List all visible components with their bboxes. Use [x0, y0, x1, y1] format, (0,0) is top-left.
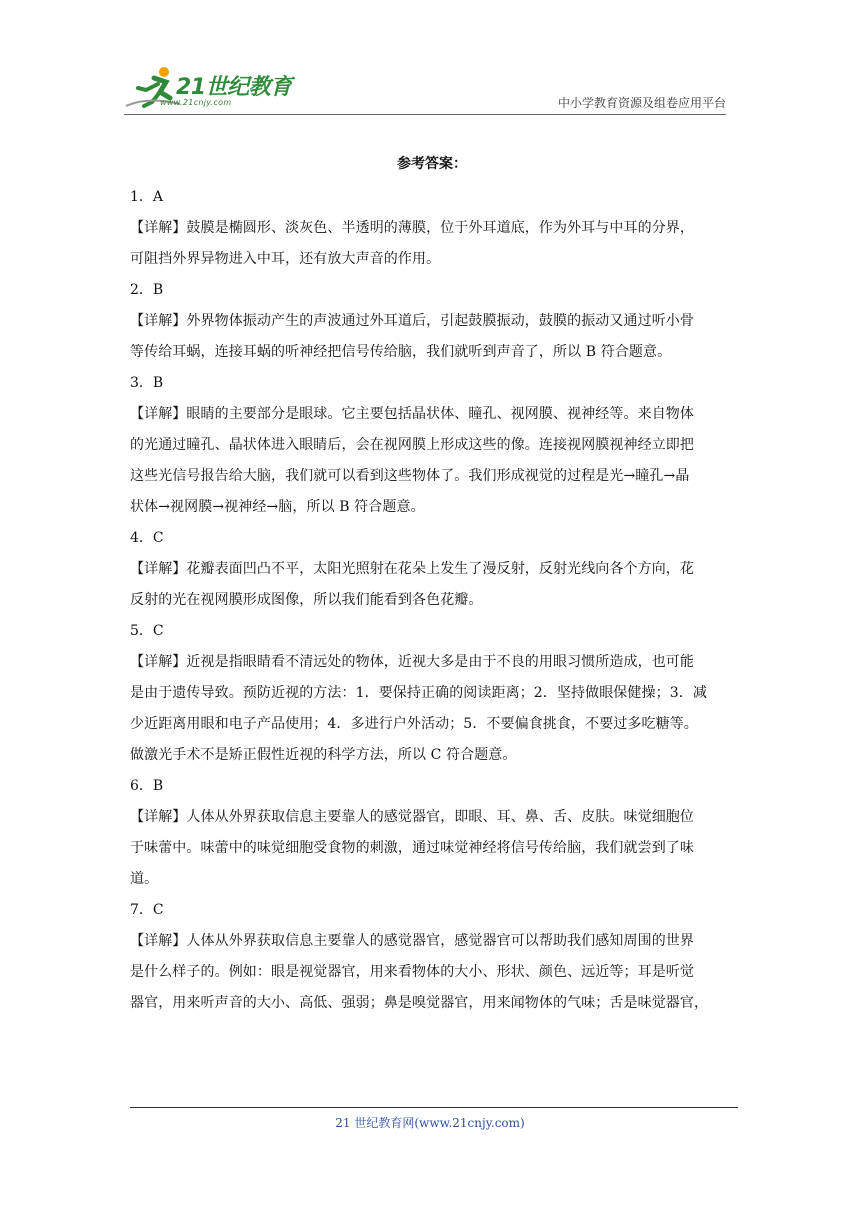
explanation-line: 【详解】花瓣表面凹凸不平，太阳光照射在花朵上发生了漫反射，反射光线向各个方向，花	[130, 561, 694, 577]
explanation-line: 器官，用来听声音的大小、高低、强弱；鼻是嗅觉器官，用来闻物体的气味；舌是味觉器官，	[130, 995, 709, 1011]
answer-item	[130, 771, 734, 895]
explanation-line: 反射的光在视网膜形成图像，所以我们能看到各色花瓣。	[130, 592, 483, 608]
footer-source: 21 世纪教育网(www.21cnjy.com)	[335, 1116, 525, 1130]
answer-label: 7．C	[130, 902, 164, 918]
explanation-line: 做激光手术不是矫正假性近视的科学方法，所以 C 符合题意。	[130, 747, 517, 763]
explanation-line: 【详解】眼睛的主要部分是眼球。它主要包括晶状体、瞳孔、视网膜、视神经等。来自物体	[130, 406, 694, 422]
explanation-line: 是什么样子的。例如：眼是视觉器官，用来看物体的大小、形状、颜色、远近等；耳是听觉	[130, 964, 694, 980]
explanation-line: 这些光信号报告给大脑，我们就可以看到这些物体了。我们形成视觉的过程是光→瞳孔→晶	[130, 468, 690, 484]
explanation-line: 状体→视网膜→视神经→脑，所以 B 符合题意。	[130, 499, 425, 515]
answer-item	[130, 523, 734, 616]
logo-text: 21世纪教育	[176, 75, 292, 100]
explanation-line: 【详解】人体从外界获取信息主要靠人的感觉器官，感觉器官可以帮助我们感知周围的世界	[130, 933, 694, 949]
page-header	[124, 62, 726, 116]
explanation-line: 是由于遗传导致。预防近视的方法：1．要保持正确的阅读距离；2．坚持做眼保健操；3．减	[130, 685, 707, 701]
explanation-line: 【详解】近视是指眼睛看不清远处的物体，近视大多是由于不良的用眼习惯所造成，也可能	[130, 654, 694, 670]
section-title: 参考答案：	[397, 156, 467, 172]
explanation-line: 【详解】外界物体振动产生的声波通过外耳道后，引起鼓膜振动，鼓膜的振动又通过听小骨	[130, 313, 694, 329]
explanation-line: 于味蕾中。味蕾中的味觉细胞受食物的刺激，通过味觉神经将信号传给脑，我们就尝到了味	[130, 840, 694, 856]
answer-label: 1．A	[130, 189, 164, 205]
footer-divider	[130, 1107, 738, 1108]
answer-item	[130, 275, 734, 368]
answer-list	[130, 182, 734, 1019]
site-logo	[124, 62, 294, 114]
explanation-line: 道。	[130, 871, 159, 887]
logo-url: www.21cnjy.com	[160, 98, 232, 107]
answer-item	[130, 368, 734, 523]
explanation-line: 的光通过瞳孔、晶状体进入眼睛后，会在视网膜上形成这些的像。连接视网膜视神经立即把	[130, 437, 694, 453]
answer-label: 3．B	[130, 375, 164, 391]
answer-label: 4．C	[130, 530, 164, 546]
answer-item	[130, 182, 734, 275]
answer-label: 5．C	[130, 623, 164, 639]
answer-label: 6．B	[130, 778, 164, 794]
header-divider	[124, 114, 726, 115]
explanation-line: 【详解】鼓膜是椭圆形、淡灰色、半透明的薄膜，位于外耳道底，作为外耳与中耳的分界，	[130, 220, 694, 236]
answer-item	[130, 616, 734, 771]
answer-item	[130, 895, 734, 1019]
explanation-line: 【详解】人体从外界获取信息主要靠人的感觉器官，即眼、耳、鼻、舌、皮肤。味觉细胞位	[130, 809, 694, 825]
explanation-line: 等传给耳蜗，连接耳蜗的听神经把信号传给脑，我们就听到声音了，所以 B 符合题意。	[130, 344, 672, 360]
answer-label: 2．B	[130, 282, 164, 298]
explanation-line: 可阻挡外界异物进入中耳，还有放大声音的作用。	[130, 251, 441, 267]
platform-name: 中小学教育资源及组卷应用平台	[557, 96, 726, 110]
explanation-line: 少近距离用眼和电子产品使用；4．多进行户外活动；5．不要偏食挑食，不要过多吃糖等。	[130, 716, 698, 732]
answer-section	[130, 146, 734, 1019]
